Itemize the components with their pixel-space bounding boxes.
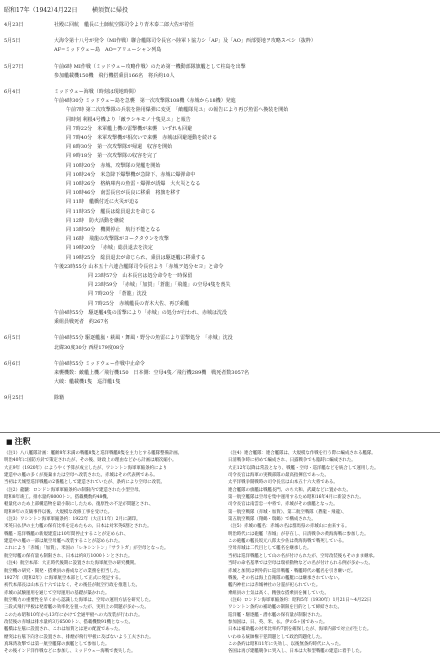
- note-line: 第五航空戦隊（翔鶴・瑞鶴）で構成された。: [228, 517, 316, 523]
- notes-column-right: [228, 450, 436, 656]
- entry-date: 5月5日: [4, 38, 21, 45]
- note-line: 戦後、その名は海上自衛隊の艦艇には継承されていない。: [228, 575, 343, 581]
- note-line: 日本は補助艦の対米比率約7割を確保したが、海軍内部で対立が生じた。: [228, 627, 372, 633]
- entry-line: 同 10時24分 米急降下爆撃機が急降下、赤城に爆弾命中: [66, 171, 196, 178]
- note-line: 昭和9年の友鶴事件以後、大規模な改修工事を受けた。: [4, 509, 113, 515]
- chronology-entry: [0, 37, 440, 55]
- entry-line: 午前4時55分 駆逐艦4隻の雷撃により「赤城」の処分が行われ、赤城は沈没: [54, 309, 228, 316]
- note-line: 建造中の艦の一部は航空母艦へ改装することが認められた。: [4, 539, 123, 545]
- entry-date: 4月23日: [4, 22, 24, 28]
- entry-line: 北緯30度30分 西経179度08分: [54, 344, 125, 351]
- note-line: 日清戦争時に初めて編成され、日露戦争でも臨時に編成された。: [228, 458, 356, 464]
- chronology-entries: [0, 21, 440, 411]
- note-line: 煙突は右舷下向きに設置され、排煙が飛行甲板に及ばないよう工夫された。: [4, 634, 154, 640]
- entry-line: 同 11時 艦橋付近に火災が迫る: [66, 199, 139, 206]
- note-line: この条約は昭和11年に失効し、以後無条約時代に入った。: [228, 641, 344, 647]
- note-line: （注1）八八艦隊計画：艦齢8年未満の戦艦8隻と巡洋戦艦8隻を主力とする艦隊整備計画。: [4, 451, 183, 456]
- note-line: 乗組員の士気は高く、精強な搭乗員を擁していた。: [228, 590, 329, 596]
- entry-gap: [0, 327, 440, 334]
- note-line: 昭和8年竣工。排水量約8000トン。搭載機数約48機。: [4, 495, 112, 501]
- section-divider: [0, 432, 440, 433]
- note-line: 各国は再び建艦競争に突入し、日本は大和型戦艦の建造に着手した。: [228, 649, 365, 655]
- note-line: 空母赤城は二代目として艦名を継承した。: [228, 546, 312, 552]
- note-line: この砲艦の艦長坂元八郎太少佐は黄海海戦で戦死している。: [228, 539, 347, 545]
- entry-gap: [0, 56, 440, 63]
- entry-lines: [54, 88, 440, 327]
- note-line: （注6）ロンドン海軍軍縮条約：昭和5年（1930年）1月21日～4月22日: [228, 597, 372, 603]
- entry-line: 同 23時59分 「赤城」「加賀」「蒼龍」「飛龍」の空母4隻を喪失: [88, 282, 231, 289]
- header-text: 横須賀に帰投: [92, 7, 129, 14]
- note-line: 明治時代には砲艦「赤城」が存在し、日清戦争の黄海海戦に参加した。: [228, 531, 369, 537]
- entry-line: 同 9時18分 第一次攻撃隊の収容を完了: [66, 153, 158, 160]
- entry-line: 大海令第十八号が発令（MI作戦）聯合艦隊司令長官ハ陸軍ト協力シ「AF」及「AO」西部要地ヲ攻略スベシ（抜粋）: [54, 38, 316, 45]
- entry-gap: [0, 404, 440, 411]
- entry-line: 同 7時25分 赤城艦長の青木大佐、再び乗艦: [88, 300, 190, 307]
- note-line: 赤城の試験運用を通じて空母運用の基礎が築かれた。: [4, 590, 110, 596]
- entry-line: 同 7時40分 米軍攻撃機が相次いで来襲 赤城は回避運動を続ける: [66, 135, 218, 142]
- note-line: 第一航空艦隊は空母を集中運用するため昭和16年4月に新設された。: [228, 495, 364, 501]
- entry-line: 社殿に回航 艦長に土師航空隊司令より青木泰二郎大佐が着任: [54, 22, 195, 28]
- note-line: 航空機の研究・開発・搭乗員の養成などの業務を担当した。: [4, 568, 123, 574]
- note-line: 赤城と加賀は例外的に巡洋戦艦・戦艦時代の艦名を引き継いだ。: [228, 568, 356, 574]
- note-line: 大正9年（1920年）にようやく予算が成立したが、ワシントン海軍軍縮条約により: [4, 465, 168, 471]
- entry-date: 5月27日: [4, 63, 24, 70]
- header-era: 昭和17年（1942）: [4, 7, 57, 14]
- chronology-entry: [0, 334, 440, 352]
- note-line: ワシントン条約の補助艦の制限を目的として締結された。: [228, 605, 343, 611]
- entry-line: 除籍: [54, 395, 65, 402]
- entry-line: 同 12時 防火活動を継続: [66, 217, 124, 224]
- entry-lines: [54, 63, 440, 81]
- entry-line: 午前6時 MI作戦（ミッドウェー攻略作戦）のため第一機動部隊旗艦として柱島を出撃: [54, 63, 246, 70]
- note-line: 第一航空戦隊（赤城・加賀）、第二航空戦隊（蒼龍・飛龍）、: [228, 509, 347, 515]
- note-line: 艦橋は左舷に設置され、これは加賀とは逆の配置であった。: [4, 627, 123, 633]
- chronology-entry: [0, 360, 440, 388]
- note-line: 1927年（昭和2年）に海軍航空本部として正式に発足する。: [4, 575, 124, 581]
- entry-date: 9月25日: [4, 395, 24, 402]
- note-line: 改装後の赤城は排水量約3万6500トン、搭載機数91機となった。: [4, 619, 133, 625]
- note-line: （注4）航空本部：大正時代後期に設置された海軍航空の研究機関。: [4, 561, 139, 567]
- entry-line: 参加艦載機150機 飛行機搭乗員166名 将兵約10人: [54, 72, 175, 79]
- entry-line: 同 8時30分 第一次攻撃隊が帰還 収容を開始: [66, 144, 173, 151]
- note-line: （注3）ワシントン海軍軍縮条約：1922年（大正11年）2月に調印。: [4, 517, 141, 523]
- note-line: 当初は天城型巡洋戦艦の2番艦として建造されていたが、条約により空母に改装。: [4, 480, 165, 486]
- note-line: これにより「赤城」「加賀」、米国の「レキシントン」「サラトガ」が空母となった。: [4, 546, 169, 552]
- note-line: 建造中の艦の多くが廃棄または空母へ改装された。赤城はその代表例である。: [4, 473, 158, 479]
- entry-lines: [54, 394, 440, 403]
- entry-date: 6月6日: [4, 360, 21, 367]
- note-line: 航空母艦の保有量も制限され、日本は約8万1000トンとされた。: [4, 553, 133, 559]
- entry-line: 同 19時20分 「赤城」総員退去を決定: [66, 245, 153, 252]
- entry-lines: [54, 360, 440, 388]
- entry-line: 午前4時55分 ミッドウェー作戦中止命令: [54, 360, 145, 367]
- entry-lines: [54, 21, 440, 30]
- notes-heading: [6, 436, 31, 447]
- entry-gap: [0, 353, 440, 360]
- header-date: 4月22日: [54, 7, 78, 14]
- entry-line: 同時刻 利根4号機より「敵ラシキモノ十隻見ユ」と報告: [66, 116, 191, 123]
- note-line: 軽量化のため上部構造物を最小限にしたため、復原性の不足が問題とされ、: [4, 502, 154, 508]
- entry-line: 同 7時20分 「蒼龍」沈没: [88, 291, 147, 298]
- entry-line: 午前4時55分 駆逐艦嵐・萩風・舞風・野分の魚雷により雷撃処分 「赤城」沈没: [54, 335, 233, 342]
- entry-lines: [54, 334, 440, 352]
- chronology-entry: [0, 21, 440, 30]
- entry-date: 6月4日: [4, 89, 21, 96]
- entry-line: 同 13時50分 機関停止 航行不能となる: [66, 227, 161, 234]
- note-line: 戦艦・巡洋戦艦の新規建造は10年間停止することが定められ、: [4, 531, 129, 537]
- entry-line: 午前4時30分 ミッドウェー島を急襲 第一次攻撃隊108機（赤城から18機）発進: [54, 98, 236, 105]
- entry-line: 同 10時20分 赤城、攻撃隊の発艦を開始: [66, 162, 161, 169]
- note-line: 米英日仏伊の主力艦の保有比率を定めたもの。日本は対米英6割とされた。: [4, 524, 152, 530]
- note-line: 艦内神社には赤城神社の分霊が祀られていた。: [228, 583, 321, 589]
- notes-column-left: [4, 450, 212, 656]
- note-line: いわゆる統帥権干犯問題として政治問題化した。: [228, 634, 325, 640]
- note-line: 司令長官は南雲忠一中将で、赤城がその旗艦となった。: [228, 502, 338, 508]
- entry-line: 同 7時22分 米軍艦上機の雷撃機が来襲 いずれも回避: [66, 125, 193, 132]
- entry-line: 同 10時46分 南雲長官が長良に移乗 将旗を移す: [66, 190, 181, 197]
- entry-line: 大破：艦載機1隻 巡洋艦1隻: [54, 379, 121, 386]
- chronology-entry: [0, 394, 440, 403]
- chronology-entry: [0, 63, 440, 81]
- entry-line: 同 16時 飛龍の攻撃隊がヨークタウンを攻撃: [66, 236, 169, 243]
- note-line: 当初は巡洋戦艦として山の名が付けられたが、空母改装後もそのまま継承。: [228, 553, 378, 559]
- entry-date: 6月5日: [4, 335, 21, 342]
- entry-line: 来襲機数：敵艦上機／飛行機150 日本側：空母4隻／飛行機289機 戦死者数3057名: [54, 369, 249, 376]
- note-line: 航空戦力の重要性を早くから認識した海軍は、空母の運用方法を研究した。: [4, 597, 154, 603]
- note-line: 明治40年に国防方針で策定されたが、その後、財政上の理由などから計画は順次縮小。: [4, 458, 177, 464]
- entry-lines: [54, 37, 440, 55]
- entry-line: 同 19時25分 総員退去が命じられ、乗員は駆逐艦に移乗する: [66, 254, 206, 261]
- notes-mark-icon: ■: [6, 437, 13, 446]
- note-line: 初代本部長は山本五十六ではなく、その後任が航空行政を推進した。: [4, 583, 141, 589]
- note-line: このため昭和10年から13年にかけて全通甲板への大改装が行われた。: [4, 612, 143, 618]
- entry-line: 同 23時57分 山本長官は処分命令を一時保留: [88, 273, 193, 280]
- note-line: その後インド洋作戦などに参加し、ミッドウェー海戦で喪失した。: [4, 649, 136, 655]
- entry-gap: [0, 387, 440, 394]
- entry-line: 同 11時35分 艦長は総員退去を命じる: [66, 208, 156, 215]
- entry-line: 同 10時26分 格納庫内の魚雷・爆弾が誘爆 大火災となる: [66, 181, 201, 188]
- chronology-entry: [0, 88, 440, 327]
- entry-line: AF=ミッドウェー島 AO=アリューシャン列島: [54, 47, 162, 54]
- note-line: 司令長官は海軍の実戦部隊の最高指揮官であった。: [228, 473, 329, 479]
- note-line: 連合艦隊の旗艦は戦艦長門、のち大和、武蔵などに置かれた。: [228, 487, 351, 493]
- note-line: （注5）赤城の艦名：赤城の名は群馬県の赤城山に由来する。: [228, 524, 350, 530]
- entry-line: 乗組員戦死者 約267名: [54, 319, 109, 326]
- note-line: 三段式飛行甲板は発着艦の効率化を狙ったが、実用上の問題が多かった。: [4, 605, 149, 611]
- note-line: 当時の命名基準では空母は瑞祥動物などの名が付けられる例が多かった。: [228, 561, 373, 567]
- notes-title: 注釈: [14, 436, 31, 446]
- note-line: （注2）龍驤：ロンドン海軍軍縮条約の制限内で建造された小型空母。: [4, 487, 143, 493]
- note-line: 巡洋艦・駆逐艦・潜水艦の保有量が制限された。: [228, 612, 325, 618]
- entry-line: 午前7時 第二次攻撃隊の兵装を陸用爆弾に変更 「敵艦隊見ユ」の報告により再び魚雷へ換装を開始: [66, 107, 289, 114]
- entry-gap: [0, 81, 440, 88]
- note-line: 大正12年以降は常設となり、戦艦・空母・巡洋艦などを統合して運用した。: [228, 465, 379, 471]
- note-line: 参加国は、日、英、米、仏、伊の5ヶ国であった。: [228, 619, 328, 625]
- entry-line: ミッドウェー海戦（時刻は現地時間）: [54, 89, 139, 96]
- note-line: （注4）連合艦隊：連合艦隊は、大規模な作戦を行う際に編成される艦隊。: [228, 451, 376, 456]
- entry-line: 午後23時55分 山本五十六連合艦隊司令長官より「赤城ヲ処分セヨ」と命令: [54, 263, 224, 270]
- note-line: 真珠湾攻撃では第一航空艦隊の旗艦として参加した。: [4, 641, 110, 647]
- note-line: 太平洋戦争開戦時の司令長官は山本五十六大将である。: [228, 480, 338, 486]
- entry-gap: [0, 30, 440, 37]
